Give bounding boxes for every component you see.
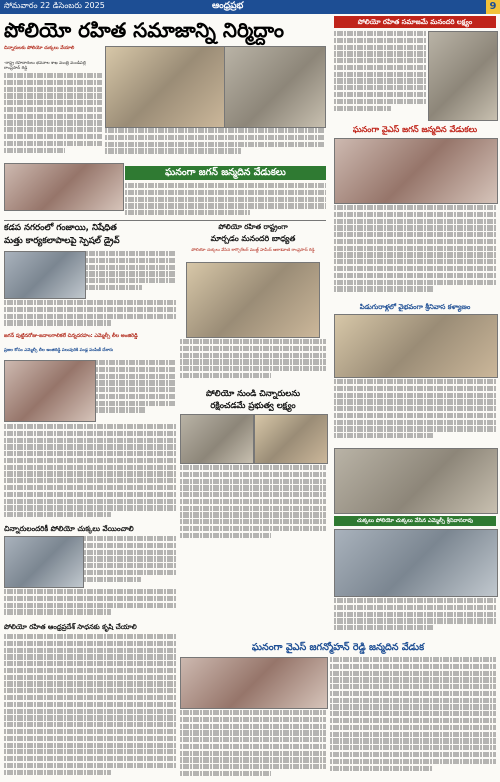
- polio-andhra-headline: పోలియో రహిత ఆంధ్రప్రదేశ్ సాధనకు కృషి చేయాలి: [4, 623, 137, 631]
- text-line: [334, 225, 496, 230]
- text-line: [334, 58, 426, 63]
- text-line: [96, 387, 176, 392]
- text-line: [334, 232, 496, 237]
- polio-drops-headline: చిన్నారులందరికీ పోలియో చుక్కలు వేయించాలి: [4, 524, 134, 533]
- text-line: [4, 675, 176, 680]
- text-line: [330, 691, 496, 696]
- text-line: [334, 618, 496, 623]
- jagan-birthday-text: [125, 183, 326, 217]
- text-line: [334, 379, 496, 384]
- text-line: [4, 141, 102, 146]
- text-line: [84, 577, 141, 582]
- text-line: [334, 239, 496, 244]
- text-line: [334, 72, 426, 77]
- text-line: [180, 737, 326, 742]
- text-line: [334, 612, 496, 617]
- polio-state-headline-2: మార్చడం మనందరి బాధ్యత: [210, 234, 296, 243]
- mlc-srinivas-photo: [334, 529, 498, 597]
- kadapa-headline-1: కడప నగరంలో గంజాయి, నిషేధిత: [4, 223, 117, 233]
- text-line: [180, 730, 326, 735]
- text-line: [86, 265, 176, 270]
- text-line: [4, 458, 176, 463]
- text-line: [125, 197, 326, 202]
- text-line: [180, 771, 271, 776]
- text-line: [180, 512, 326, 517]
- text-line: [334, 433, 434, 438]
- polio-state-headline-1: పోలియో రహిత రాష్ట్రంగా: [218, 223, 288, 231]
- right-top-photo: [428, 31, 498, 121]
- text-line: [334, 406, 496, 411]
- jagan-cake-text-1: [96, 360, 176, 420]
- text-line: [4, 749, 176, 754]
- text-line: [84, 550, 176, 555]
- kalyanam-text: [334, 379, 496, 445]
- page-number: 9: [486, 0, 500, 14]
- text-line: [330, 711, 496, 716]
- text-line: [4, 485, 176, 490]
- text-line: [4, 120, 102, 125]
- text-line: [330, 664, 496, 669]
- text-line: [4, 648, 176, 653]
- text-line: [4, 722, 176, 727]
- main-article-text: [4, 73, 102, 161]
- ysr-party-photo: [334, 138, 498, 204]
- text-line: [4, 465, 176, 470]
- text-line: [334, 38, 426, 43]
- text-line: [4, 100, 102, 105]
- text-line: [4, 478, 176, 483]
- text-line: [4, 661, 176, 666]
- text-line: [4, 709, 176, 714]
- kadapa-text-2: [4, 300, 176, 330]
- text-line: [180, 744, 326, 749]
- text-line: [86, 271, 176, 276]
- text-line: [4, 134, 102, 139]
- polio-state-sub: పోలియో చుక్కలు వేసిన కార్పొరేటర్ ముజ్జ్ హమీద్ ఆకాశవాణి రాంప్రసాద్ రెడ్డి: [191, 247, 315, 252]
- text-line: [334, 106, 391, 111]
- text-line: [86, 258, 176, 263]
- kadapa-text-1: [86, 251, 176, 297]
- text-line: [96, 401, 176, 406]
- polio-kids-text: [180, 465, 326, 545]
- polio-kids-photo-1: [180, 414, 254, 464]
- text-line: [180, 764, 326, 769]
- text-line: [334, 420, 496, 425]
- polio-drops-text-1: [84, 536, 176, 586]
- jagan-cake-subhead: ప్రజల కోసం ఎమ్మెల్సీ లీల అంజిరెడ్డి పలువురికి పండ్ల పంపిణీ చేశారు: [4, 347, 114, 352]
- text-line: [334, 266, 496, 271]
- ysr-jagan-photo: [180, 657, 328, 709]
- jagan-birthday-banner: ఘనంగా జగన్ జన్మదిన వేడుకలు: [125, 166, 326, 180]
- text-line: [334, 252, 496, 257]
- text-line: [334, 85, 426, 90]
- ysr-jagan-headline: ఘనంగా వైఎస్ జగన్మోహన్ రెడ్డి జన్మదిన వేడుక: [251, 642, 425, 653]
- text-line: [330, 752, 496, 757]
- text-line: [125, 210, 250, 215]
- text-line: [4, 729, 176, 734]
- text-line: [4, 307, 176, 312]
- text-line: [4, 654, 176, 659]
- text-line: [330, 759, 496, 764]
- text-line: [180, 710, 326, 715]
- right-top-text: [334, 31, 426, 119]
- text-line: [180, 353, 326, 358]
- text-line: [105, 148, 241, 153]
- text-line: [334, 65, 426, 70]
- polio-kids-photo-2: [254, 414, 328, 464]
- text-line: [4, 499, 176, 504]
- text-line: [4, 505, 176, 510]
- text-line: [334, 31, 426, 36]
- text-line: [180, 724, 326, 729]
- jagan-cake-photo: [4, 360, 96, 422]
- mlc-srinivas-text: [334, 598, 496, 638]
- text-line: [330, 718, 496, 723]
- text-line: [125, 203, 326, 208]
- text-line: [84, 556, 176, 561]
- text-line: [334, 92, 426, 97]
- text-line: [4, 431, 176, 436]
- text-line: [334, 605, 496, 610]
- text-line: [4, 596, 176, 601]
- text-line: [105, 135, 325, 140]
- text-line: [334, 212, 496, 217]
- text-line: [334, 219, 496, 224]
- text-line: [4, 320, 111, 325]
- text-line: [86, 251, 176, 256]
- text-line: [96, 394, 176, 399]
- text-line: [330, 684, 496, 689]
- text-line: [180, 485, 326, 490]
- text-line: [180, 717, 326, 722]
- header-date: సోమవారం 22 డిసెంబరు 2025: [4, 1, 105, 10]
- polio-andhra-text: [4, 634, 176, 778]
- text-line: [180, 526, 326, 531]
- text-line: [96, 380, 176, 385]
- text-line: [4, 770, 111, 775]
- text-line: [180, 339, 326, 344]
- text-line: [4, 668, 176, 673]
- text-line: [180, 751, 326, 756]
- right-top-headline: పోలియో రహిత సమాజమే మనందరి లక్ష్యం: [334, 16, 496, 28]
- polio-state-text: [180, 339, 326, 385]
- text-line: [96, 360, 176, 365]
- polio-drops-photo: [4, 536, 84, 588]
- text-line: [4, 688, 176, 693]
- section-divider: [4, 220, 326, 221]
- text-line: [180, 465, 326, 470]
- text-line: [330, 725, 496, 730]
- text-line: [4, 763, 176, 768]
- text-line: [4, 114, 102, 119]
- text-line: [334, 205, 496, 210]
- text-line: [4, 743, 176, 748]
- jagan-cake-text-2: [4, 424, 176, 520]
- text-line: [334, 273, 496, 278]
- text-line: [4, 93, 102, 98]
- text-line: [334, 280, 496, 285]
- text-line: [180, 359, 326, 364]
- text-line: [84, 536, 176, 541]
- text-line: [4, 438, 176, 443]
- text-line: [96, 367, 176, 372]
- text-line: [330, 677, 496, 682]
- text-line: [334, 625, 434, 630]
- text-line: [4, 73, 102, 78]
- text-line: [4, 715, 176, 720]
- text-line: [330, 732, 496, 737]
- text-line: [330, 738, 496, 743]
- text-line: [4, 424, 176, 429]
- text-line: [334, 45, 426, 50]
- text-line: [105, 142, 325, 147]
- kadapa-photo: [4, 251, 86, 299]
- text-line: [96, 407, 146, 412]
- polio-state-photo: [186, 262, 320, 338]
- text-line: [334, 259, 496, 264]
- ysr-party-text: [334, 205, 496, 299]
- text-line: [334, 99, 426, 104]
- text-line: [4, 756, 176, 761]
- text-line: [4, 512, 111, 517]
- text-line: [86, 278, 176, 283]
- text-line: [4, 314, 176, 319]
- text-line: [334, 598, 496, 603]
- devotees-crowd-photo: [334, 448, 498, 514]
- ysr-jagan-text-1: [180, 710, 326, 778]
- text-line: [180, 346, 326, 351]
- text-line: [180, 479, 326, 484]
- polio-drops-text-2: [4, 589, 176, 619]
- kalyanam-photo: [334, 314, 498, 378]
- text-line: [4, 589, 176, 594]
- text-line: [84, 543, 176, 548]
- main-headline: పోలియో రహిత సమాజాన్ని నిర్మిద్దాం: [4, 18, 284, 42]
- text-line: [330, 671, 496, 676]
- text-line: [334, 386, 496, 391]
- text-line: [334, 413, 496, 418]
- text-line: [4, 80, 102, 85]
- text-line: [4, 451, 176, 456]
- text-line: [330, 698, 496, 703]
- text-line: [4, 87, 102, 92]
- text-line: [180, 492, 326, 497]
- text-line: [84, 563, 176, 568]
- polio-kids-headline-2: రక్షించడమే ప్రభుత్వ లక్ష్యం: [210, 400, 296, 410]
- piduguralla-headline: పిడుగురాళ్లలో వైభవంగా శ్రీనివాస కళ్యాణం: [359, 303, 471, 311]
- text-line: [4, 127, 102, 132]
- text-line: [4, 300, 176, 305]
- text-line: [96, 374, 176, 379]
- jagan-celebration-photo: [4, 163, 124, 211]
- main-photo-caption: [105, 128, 325, 161]
- main-subhead-1: చిన్నారులకు పోలియో చుక్కలు వేయాలి: [4, 46, 75, 51]
- text-line: [4, 471, 176, 476]
- text-line: [330, 766, 433, 771]
- text-line: [180, 366, 326, 371]
- text-line: [330, 704, 496, 709]
- text-line: [180, 519, 326, 524]
- text-line: [180, 373, 271, 378]
- main-subhead-2: -రాష్ట్ర రహదారులు భవనాల శాఖ మంత్రి మండిపల్లి రాంప్రసాద్ రెడ్డి: [4, 60, 86, 71]
- kadapa-headline-2: మత్తు కార్యకలాపాలపై స్పెషల్ డ్రైవ్: [4, 236, 120, 246]
- text-line: [334, 393, 496, 398]
- text-line: [334, 51, 426, 56]
- right-mid-headline: ఘనంగా వైఎస్ జగన్ జన్మదిన వేడుకలు: [352, 124, 478, 134]
- text-line: [4, 634, 176, 639]
- text-line: [334, 78, 426, 83]
- text-line: [180, 472, 326, 477]
- text-line: [4, 695, 176, 700]
- text-line: [334, 426, 496, 431]
- text-line: [4, 148, 65, 153]
- text-line: [180, 499, 326, 504]
- text-line: [4, 736, 176, 741]
- text-line: [105, 128, 325, 133]
- text-line: [180, 533, 271, 538]
- text-line: [334, 246, 496, 251]
- ysr-jagan-text-2: [330, 657, 496, 778]
- text-line: [86, 285, 142, 290]
- text-line: [334, 399, 496, 404]
- text-line: [4, 681, 176, 686]
- text-line: [4, 609, 111, 614]
- text-line: [4, 444, 176, 449]
- polio-kids-headline-1: పోలియో నుండి చిన్నారులను: [206, 388, 300, 398]
- text-line: [330, 745, 496, 750]
- mlc-srinivas-headline: చుక్కలు పోలియో చుక్కలు వేసిన ఎమ్మెల్సీ శ్రీనివాసరావు: [334, 516, 496, 526]
- text-line: [4, 702, 176, 707]
- text-line: [334, 286, 434, 291]
- main-photo-1: [105, 46, 225, 128]
- text-line: [125, 190, 326, 195]
- text-line: [84, 570, 176, 575]
- text-line: [4, 492, 176, 497]
- page-header: [0, 0, 500, 14]
- text-line: [4, 603, 176, 608]
- text-line: [4, 641, 176, 646]
- text-line: [180, 757, 326, 762]
- paper-name: ఆంధ్రప్రభ: [212, 1, 244, 11]
- main-photo-2: [224, 46, 326, 128]
- text-line: [125, 183, 326, 188]
- jagan-cake-headline: జగన్ పుట్టినరోజు-జనాలగాలికలే చిన్నదరహం: ఎమ్మెల్సీ లీల అంజిరెడ్డి: [4, 333, 138, 339]
- text-line: [330, 657, 496, 662]
- text-line: [4, 107, 102, 112]
- text-line: [180, 506, 326, 511]
